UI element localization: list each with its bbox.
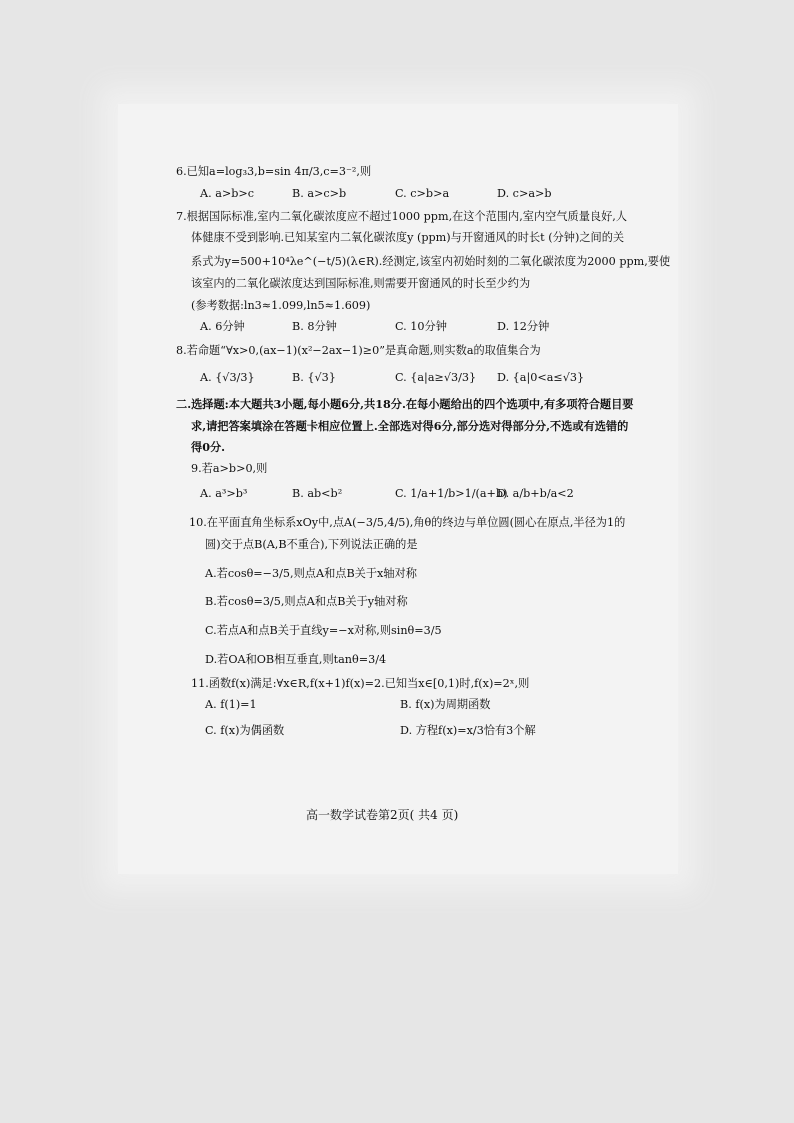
section2-line-1: 二.选择题:本大题共3小题,每小题6分,共18分.在每小题给出的四个选项中,有多项符合题目要 <box>176 397 634 411</box>
q9-option-b: B. ab<b² <box>292 487 343 500</box>
q8-option-c: C. {a|a≥√3/3} <box>395 371 477 384</box>
q11-option-d: D. 方程f(x)=x/3恰有3个解 <box>400 724 536 737</box>
q10-option-d: D.若OA和OB相互垂直,则tanθ=3/4 <box>205 653 387 666</box>
q11-stem: 11.函数f(x)满足:∀x∈R,f(x+1)f(x)=2.已知当x∈[0,1)时,f(x)=2ˣ,则 <box>191 677 530 690</box>
q6-option-a: A. a>b>c <box>200 187 255 200</box>
section2-line-2: 求,请把答案填涂在答题卡相应位置上.全部选对得6分,部分选对得部分分,不选或有选错的 <box>191 419 629 433</box>
q10-option-b: B.若cosθ=3/5,则点A和点B关于y轴对称 <box>205 595 408 608</box>
q8-stem: 8.若命题“∀x>0,(ax−1)(x²−2ax−1)≥0”是真命题,则实数a的取值集合为 <box>176 344 541 357</box>
q9-option-a: A. a³>b³ <box>200 487 248 500</box>
q7-option-a: A. 6分钟 <box>200 320 245 333</box>
q7-option-c: C. 10分钟 <box>395 320 447 333</box>
q9-option-c: C. 1/a+1/b>1/(a+b) <box>395 487 508 500</box>
q7-line-4: 该室内的二氧化碳浓度达到国际标准,则需要开窗通风的时长至少约为 <box>191 277 531 290</box>
q7-option-d: D. 12分钟 <box>497 320 550 333</box>
q7-line-3: 系式为y=500+10⁴λe^(−t/5)(λ∈R).经测定,该室内初始时刻的二氧化碳浓度为2000 ppm,要使 <box>191 255 671 268</box>
page-footer: 高一数学试卷第2页( 共4 页) <box>306 808 459 822</box>
q7-line-2: 体健康不受到影响.已知某室内二氧化碳浓度y (ppm)与开窗通风的时长t (分钟)之间的关 <box>191 231 625 244</box>
q10-option-a: A.若cosθ=−3/5,则点A和点B关于x轴对称 <box>205 567 417 580</box>
q8-option-b: B. {√3} <box>292 371 336 384</box>
q10-line-2: 圆)交于点B(A,B不重合),下列说法正确的是 <box>205 538 418 551</box>
q6-stem: 6.已知a=log₃3,b=sin 4π/3,c=3⁻²,则 <box>176 165 372 178</box>
q7-option-b: B. 8分钟 <box>292 320 337 333</box>
q7-line-1: 7.根据国际标准,室内二氧化碳浓度应不超过1000 ppm,在这个范围内,室内空气质量良好,人 <box>176 210 628 223</box>
q10-line-1: 10.在平面直角坐标系xOy中,点A(−3/5,4/5),角θ的终边与单位圆(圆心在原点,半径为1的 <box>189 516 626 529</box>
q6-option-d: D. c>a>b <box>497 187 552 200</box>
q9-option-d: D. a/b+b/a<2 <box>497 487 574 500</box>
q7-line-5: (参考数据:ln3≈1.099,ln5≈1.609) <box>191 299 371 312</box>
q6-option-c: C. c>b>a <box>395 187 450 200</box>
q6-option-b: B. a>c>b <box>292 187 347 200</box>
q8-option-a: A. {√3/3} <box>200 371 255 384</box>
section2-line-3: 得0分. <box>191 440 226 454</box>
q10-option-c: C.若点A和点B关于直线y=−x对称,则sinθ=3/5 <box>205 624 442 637</box>
q8-option-d: D. {a|0<a≤√3} <box>497 371 585 384</box>
q11-option-b: B. f(x)为周期函数 <box>400 698 491 711</box>
q11-option-c: C. f(x)为偶函数 <box>205 724 285 737</box>
q11-option-a: A. f(1)=1 <box>205 698 257 711</box>
q9-stem: 9.若a>b>0,则 <box>191 462 268 475</box>
